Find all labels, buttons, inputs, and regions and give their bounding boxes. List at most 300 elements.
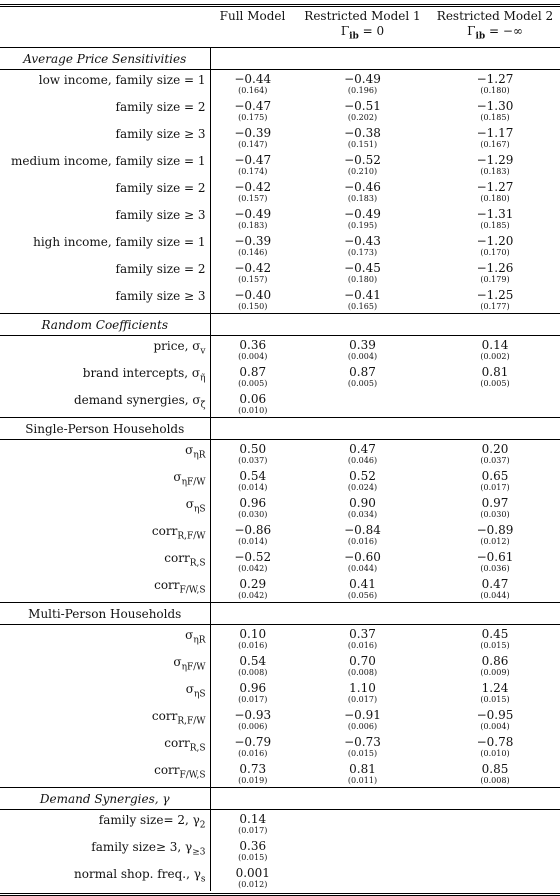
point-estimate: −1.26 bbox=[476, 261, 514, 276]
estimate-cell bbox=[295, 494, 430, 521]
standard-error: (0.179) bbox=[480, 275, 510, 285]
standard-error: (0.044) bbox=[480, 591, 510, 601]
standard-error: (0.015) bbox=[480, 641, 510, 651]
table-row bbox=[0, 336, 560, 364]
estimate-cell bbox=[430, 232, 560, 259]
row-label: brand intercepts, $\sigma_{\etã}$ bbox=[0, 363, 210, 390]
column-header-full-model: Full Model bbox=[210, 6, 295, 25]
standard-error: (0.183) bbox=[238, 221, 268, 231]
estimate-cell bbox=[210, 336, 295, 364]
standard-error: (0.202) bbox=[347, 113, 378, 123]
row-label: low income, family size = 1 bbox=[0, 70, 210, 98]
standard-error: (0.024) bbox=[347, 483, 378, 493]
point-estimate: −1.30 bbox=[476, 99, 514, 114]
table-row bbox=[0, 679, 560, 706]
point-estimate: −0.93 bbox=[234, 708, 272, 723]
row-label: family size≥ 3, $\gamma_{\ge 3}$ bbox=[0, 837, 210, 864]
estimate-cell bbox=[430, 837, 560, 864]
point-estimate: −0.89 bbox=[476, 523, 514, 538]
estimate-cell bbox=[295, 521, 430, 548]
estimate-cell bbox=[430, 679, 560, 706]
table-bottom-rule bbox=[0, 891, 560, 895]
estimate-cell bbox=[210, 548, 295, 575]
table-row bbox=[0, 760, 560, 788]
point-estimate: −0.49 bbox=[234, 207, 272, 222]
point-estimate: −0.52 bbox=[234, 550, 272, 565]
section-title: Single-Person Households bbox=[0, 418, 210, 440]
standard-error: (0.044) bbox=[347, 564, 378, 574]
estimate-cell bbox=[430, 286, 560, 314]
table-row bbox=[0, 837, 560, 864]
standard-error: (0.002) bbox=[480, 352, 510, 362]
point-estimate: −0.42 bbox=[234, 261, 272, 276]
point-estimate: −0.86 bbox=[234, 523, 272, 538]
standard-error: (0.151) bbox=[347, 140, 378, 150]
section-title: Random Coefficients bbox=[0, 314, 210, 336]
table-row bbox=[0, 521, 560, 548]
row-label: corr$_{F/W,S}$ bbox=[0, 575, 210, 603]
estimate-cell bbox=[430, 652, 560, 679]
standard-error: (0.165) bbox=[347, 302, 378, 312]
estimate-cell bbox=[295, 652, 430, 679]
row-label: medium income, family size = 1 bbox=[0, 151, 210, 178]
row-label: $\sigma_{\eta S}$ bbox=[0, 494, 210, 521]
row-label: corr$_{F/W,S}$ bbox=[0, 760, 210, 788]
point-estimate: −0.41 bbox=[344, 288, 381, 303]
subheader-restricted-1: $\Gamma_{ib} = 0$ bbox=[340, 24, 385, 42]
estimate-cell bbox=[430, 467, 560, 494]
estimate-cell bbox=[295, 679, 430, 706]
point-estimate: 0.97 bbox=[481, 496, 509, 511]
standard-error: (0.042) bbox=[238, 564, 268, 574]
estimate-cell bbox=[295, 733, 430, 760]
estimate-cell bbox=[295, 70, 430, 98]
row-label: family size ≥ 3 bbox=[0, 286, 210, 314]
standard-error: (0.170) bbox=[480, 248, 510, 258]
standard-error: (0.006) bbox=[238, 722, 268, 732]
standard-error: (0.004) bbox=[347, 352, 378, 362]
standard-error: (0.210) bbox=[347, 167, 378, 177]
standard-error: (0.173) bbox=[347, 248, 378, 258]
point-estimate: 0.87 bbox=[239, 365, 267, 380]
standard-error: (0.012) bbox=[480, 537, 510, 547]
estimate-cell bbox=[295, 440, 430, 468]
estimate-cell bbox=[295, 124, 430, 151]
standard-error: (0.180) bbox=[347, 275, 378, 285]
point-estimate: 0.96 bbox=[239, 681, 267, 696]
estimate-cell bbox=[430, 390, 560, 418]
point-estimate: 0.36 bbox=[239, 839, 267, 854]
estimate-cell bbox=[295, 837, 430, 864]
standard-error: (0.008) bbox=[347, 668, 378, 678]
standard-error: (0.009) bbox=[480, 668, 510, 678]
point-estimate: 0.54 bbox=[239, 469, 267, 484]
standard-error: (0.175) bbox=[238, 113, 268, 123]
estimate-cell bbox=[430, 625, 560, 653]
row-label: demand synergies, $\sigma_{\zetã}$ bbox=[0, 390, 210, 418]
standard-error: (0.036) bbox=[480, 564, 510, 574]
standard-error: (0.011) bbox=[347, 776, 378, 786]
standard-error: (0.017) bbox=[480, 483, 510, 493]
point-estimate: 0.86 bbox=[481, 654, 509, 669]
subheader-full-model bbox=[210, 24, 295, 48]
table-row bbox=[0, 390, 560, 418]
estimate-cell bbox=[210, 575, 295, 603]
point-estimate: −0.49 bbox=[344, 207, 381, 222]
estimate-cell bbox=[430, 70, 560, 98]
table-row bbox=[0, 124, 560, 151]
point-estimate: 0.39 bbox=[349, 338, 376, 353]
point-estimate: −0.46 bbox=[344, 180, 381, 195]
estimate-cell bbox=[210, 390, 295, 418]
standard-error: (0.146) bbox=[238, 248, 268, 258]
point-estimate: −0.38 bbox=[344, 126, 381, 141]
point-estimate: −1.25 bbox=[476, 288, 514, 303]
estimate-cell bbox=[295, 625, 430, 653]
table-row bbox=[0, 286, 560, 314]
row-label: family size = 2 bbox=[0, 178, 210, 205]
estimate-cell bbox=[430, 336, 560, 364]
standard-error: (0.006) bbox=[347, 722, 378, 732]
estimate-cell bbox=[210, 467, 295, 494]
row-label: family size = 2 bbox=[0, 259, 210, 286]
estimates-table bbox=[0, 4, 560, 896]
row-label: corr$_{R,F/W}$ bbox=[0, 521, 210, 548]
estimate-cell bbox=[295, 97, 430, 124]
table-row bbox=[0, 205, 560, 232]
estimate-cell bbox=[210, 494, 295, 521]
point-estimate: −1.29 bbox=[476, 153, 514, 168]
estimate-cell bbox=[430, 178, 560, 205]
point-estimate: −0.43 bbox=[344, 234, 381, 249]
point-estimate: 0.73 bbox=[239, 762, 267, 777]
estimate-cell bbox=[430, 440, 560, 468]
point-estimate: 0.70 bbox=[349, 654, 376, 669]
estimate-cell bbox=[295, 467, 430, 494]
table-row bbox=[0, 706, 560, 733]
estimate-cell bbox=[295, 548, 430, 575]
table-row bbox=[0, 232, 560, 259]
estimate-cell bbox=[430, 521, 560, 548]
estimate-cell bbox=[430, 494, 560, 521]
table-row bbox=[0, 864, 560, 891]
estimate-cell bbox=[295, 232, 430, 259]
point-estimate: −0.84 bbox=[344, 523, 381, 538]
point-estimate: −0.78 bbox=[476, 735, 514, 750]
standard-error: (0.042) bbox=[238, 591, 268, 601]
point-estimate: −0.47 bbox=[234, 153, 272, 168]
standard-error: (0.019) bbox=[238, 776, 268, 786]
estimate-cell bbox=[210, 232, 295, 259]
estimate-cell bbox=[210, 151, 295, 178]
estimate-cell bbox=[430, 864, 560, 891]
table-body bbox=[0, 48, 560, 895]
row-label: family size= 2, $\gamma_2$ bbox=[0, 810, 210, 838]
standard-error: (0.004) bbox=[238, 352, 268, 362]
table-row bbox=[0, 625, 560, 653]
point-estimate: 0.90 bbox=[349, 496, 376, 511]
estimate-cell bbox=[210, 205, 295, 232]
estimate-cell bbox=[430, 124, 560, 151]
point-estimate: −1.27 bbox=[476, 180, 514, 195]
point-estimate: 0.001 bbox=[235, 866, 270, 881]
row-label: family size = 2 bbox=[0, 97, 210, 124]
estimate-cell bbox=[210, 286, 295, 314]
estimate-cell bbox=[295, 151, 430, 178]
point-estimate: 0.29 bbox=[239, 577, 267, 592]
estimate-cell bbox=[430, 259, 560, 286]
point-estimate: −1.31 bbox=[476, 207, 514, 222]
standard-error: (0.177) bbox=[480, 302, 510, 312]
estimate-cell bbox=[295, 575, 430, 603]
standard-error: (0.012) bbox=[238, 880, 268, 890]
row-label: family size ≥ 3 bbox=[0, 124, 210, 151]
standard-error: (0.030) bbox=[238, 510, 268, 520]
standard-error: (0.147) bbox=[238, 140, 268, 150]
estimate-cell bbox=[295, 864, 430, 891]
standard-error: (0.164) bbox=[238, 86, 268, 96]
estimate-cell bbox=[295, 810, 430, 838]
row-label: corr$_{R,S}$ bbox=[0, 548, 210, 575]
standard-error: (0.016) bbox=[347, 537, 378, 547]
section-header bbox=[0, 418, 560, 440]
section-header bbox=[0, 603, 560, 625]
standard-error: (0.017) bbox=[347, 695, 378, 705]
table-row bbox=[0, 363, 560, 390]
point-estimate: 0.96 bbox=[239, 496, 267, 511]
standard-error: (0.015) bbox=[480, 695, 510, 705]
estimate-cell bbox=[295, 706, 430, 733]
estimate-cell bbox=[430, 575, 560, 603]
column-header-restricted-1: Restricted Model 1 bbox=[295, 6, 430, 25]
point-estimate: −0.51 bbox=[344, 99, 381, 114]
standard-error: (0.015) bbox=[238, 853, 268, 863]
estimate-cell bbox=[210, 837, 295, 864]
point-estimate: 0.10 bbox=[239, 627, 267, 642]
standard-error: (0.008) bbox=[480, 776, 510, 786]
standard-error: (0.157) bbox=[238, 275, 268, 285]
estimate-cell bbox=[210, 733, 295, 760]
estimate-cell bbox=[210, 440, 295, 468]
estimate-cell bbox=[295, 363, 430, 390]
point-estimate: −0.40 bbox=[234, 288, 272, 303]
estimate-cell bbox=[295, 286, 430, 314]
table-row bbox=[0, 440, 560, 468]
standard-error: (0.174) bbox=[238, 167, 268, 177]
standard-error: (0.010) bbox=[480, 749, 510, 759]
point-estimate: 0.45 bbox=[481, 627, 509, 642]
estimate-cell bbox=[295, 259, 430, 286]
row-label: $\sigma_{\eta R}$ bbox=[0, 625, 210, 653]
point-estimate: 1.10 bbox=[349, 681, 376, 696]
row-label: $\sigma_{\eta F/W}$ bbox=[0, 467, 210, 494]
table-row bbox=[0, 810, 560, 838]
standard-error: (0.004) bbox=[480, 722, 510, 732]
estimate-cell bbox=[430, 151, 560, 178]
point-estimate: 0.65 bbox=[481, 469, 509, 484]
estimate-cell bbox=[210, 124, 295, 151]
estimate-cell bbox=[210, 97, 295, 124]
table-row bbox=[0, 97, 560, 124]
standard-error: (0.196) bbox=[347, 86, 378, 96]
standard-error: (0.180) bbox=[480, 86, 510, 96]
point-estimate: 0.81 bbox=[481, 365, 509, 380]
estimate-cell bbox=[295, 760, 430, 788]
standard-error: (0.030) bbox=[480, 510, 510, 520]
point-estimate: −1.27 bbox=[476, 72, 514, 87]
section-title: Average Price Sensitivities bbox=[0, 48, 210, 70]
point-estimate: −0.44 bbox=[234, 72, 272, 87]
point-estimate: −0.52 bbox=[344, 153, 381, 168]
standard-error: (0.034) bbox=[347, 510, 378, 520]
point-estimate: −0.49 bbox=[344, 72, 381, 87]
standard-error: (0.195) bbox=[347, 221, 378, 231]
table-row bbox=[0, 151, 560, 178]
estimate-cell bbox=[210, 864, 295, 891]
table-row bbox=[0, 494, 560, 521]
standard-error: (0.185) bbox=[480, 221, 510, 231]
estimate-cell bbox=[295, 336, 430, 364]
point-estimate: −0.39 bbox=[234, 126, 272, 141]
estimate-cell bbox=[210, 679, 295, 706]
point-estimate: −0.42 bbox=[234, 180, 272, 195]
point-estimate: 0.47 bbox=[349, 442, 376, 457]
point-estimate: 0.06 bbox=[239, 392, 267, 407]
standard-error: (0.016) bbox=[347, 641, 378, 651]
row-label: normal shop. freq., $\gamma_s$ bbox=[0, 864, 210, 891]
standard-error: (0.005) bbox=[480, 379, 510, 389]
column-header-restricted-2: Restricted Model 2 bbox=[430, 6, 560, 25]
point-estimate: −0.47 bbox=[234, 99, 272, 114]
standard-error: (0.157) bbox=[238, 194, 268, 204]
standard-error: (0.046) bbox=[347, 456, 378, 466]
standard-error: (0.008) bbox=[238, 668, 268, 678]
estimate-cell bbox=[430, 706, 560, 733]
standard-error: (0.185) bbox=[480, 113, 510, 123]
row-label: high income, family size = 1 bbox=[0, 232, 210, 259]
row-label: $\sigma_{\eta R}$ bbox=[0, 440, 210, 468]
table-row bbox=[0, 548, 560, 575]
estimate-cell bbox=[210, 706, 295, 733]
standard-error: (0.037) bbox=[238, 456, 268, 466]
estimate-cell bbox=[210, 521, 295, 548]
point-estimate: −0.45 bbox=[344, 261, 381, 276]
standard-error: (0.015) bbox=[347, 749, 378, 759]
row-label: corr$_{R,F/W}$ bbox=[0, 706, 210, 733]
point-estimate: 0.37 bbox=[349, 627, 376, 642]
subheader-restricted-2: $\Gamma_{ib}$ = −∞ bbox=[467, 24, 523, 42]
estimate-cell bbox=[210, 70, 295, 98]
estimate-cell bbox=[210, 760, 295, 788]
row-label: family size ≥ 3 bbox=[0, 205, 210, 232]
point-estimate: −0.73 bbox=[344, 735, 381, 750]
table-row bbox=[0, 178, 560, 205]
row-label: $\sigma_{\eta S}$ bbox=[0, 679, 210, 706]
point-estimate: −0.61 bbox=[476, 550, 514, 565]
point-estimate: −1.20 bbox=[476, 234, 514, 249]
standard-error: (0.014) bbox=[238, 537, 268, 547]
point-estimate: 0.41 bbox=[349, 577, 376, 592]
row-label: corr$_{R,S}$ bbox=[0, 733, 210, 760]
point-estimate: −0.60 bbox=[344, 550, 381, 565]
standard-error: (0.167) bbox=[480, 140, 510, 150]
estimate-cell bbox=[430, 548, 560, 575]
point-estimate: 0.81 bbox=[349, 762, 376, 777]
standard-error: (0.016) bbox=[238, 641, 268, 651]
estimate-cell bbox=[210, 810, 295, 838]
estimate-cell bbox=[295, 390, 430, 418]
point-estimate: −0.79 bbox=[234, 735, 272, 750]
point-estimate: −0.39 bbox=[234, 234, 272, 249]
point-estimate: 0.14 bbox=[239, 812, 267, 827]
point-estimate: 0.36 bbox=[239, 338, 267, 353]
corner-cell bbox=[0, 6, 210, 25]
standard-error: (0.037) bbox=[480, 456, 510, 466]
point-estimate: 0.20 bbox=[481, 442, 509, 457]
standard-error: (0.017) bbox=[238, 826, 268, 836]
row-label: price, $\sigma_v$ bbox=[0, 336, 210, 364]
standard-error: (0.183) bbox=[347, 194, 378, 204]
standard-error: (0.005) bbox=[347, 379, 378, 389]
point-estimate: −1.17 bbox=[476, 126, 514, 141]
standard-error: (0.056) bbox=[347, 591, 378, 601]
estimate-cell bbox=[430, 205, 560, 232]
section-title: Multi-Person Households bbox=[0, 603, 210, 625]
point-estimate: 0.54 bbox=[239, 654, 267, 669]
standard-error: (0.014) bbox=[238, 483, 268, 493]
section-header bbox=[0, 788, 560, 810]
point-estimate: 0.14 bbox=[481, 338, 509, 353]
standard-error: (0.150) bbox=[238, 302, 268, 312]
estimate-cell bbox=[430, 760, 560, 788]
standard-error: (0.010) bbox=[238, 406, 268, 416]
point-estimate: 0.85 bbox=[481, 762, 509, 777]
estimate-cell bbox=[295, 205, 430, 232]
table-row bbox=[0, 575, 560, 603]
standard-error: (0.017) bbox=[238, 695, 268, 705]
estimate-cell bbox=[295, 178, 430, 205]
point-estimate: −0.95 bbox=[476, 708, 514, 723]
estimate-cell bbox=[210, 625, 295, 653]
table-row bbox=[0, 467, 560, 494]
point-estimate: 1.24 bbox=[481, 681, 509, 696]
standard-error: (0.005) bbox=[238, 379, 268, 389]
standard-error: (0.183) bbox=[480, 167, 510, 177]
estimate-cell bbox=[430, 363, 560, 390]
standard-error: (0.180) bbox=[480, 194, 510, 204]
point-estimate: −0.91 bbox=[344, 708, 381, 723]
estimate-cell bbox=[210, 363, 295, 390]
row-label: $\sigma_{\eta F/W}$ bbox=[0, 652, 210, 679]
section-title: Demand Synergies, γ bbox=[0, 788, 210, 810]
point-estimate: 0.50 bbox=[239, 442, 267, 457]
point-estimate: 0.87 bbox=[349, 365, 376, 380]
estimate-cell bbox=[210, 259, 295, 286]
section-header bbox=[0, 314, 560, 336]
table-row bbox=[0, 733, 560, 760]
table-row bbox=[0, 70, 560, 98]
table-row bbox=[0, 259, 560, 286]
estimate-cell bbox=[210, 178, 295, 205]
estimate-cell bbox=[210, 652, 295, 679]
estimate-cell bbox=[430, 810, 560, 838]
estimate-cell bbox=[430, 97, 560, 124]
table-row bbox=[0, 652, 560, 679]
point-estimate: 0.47 bbox=[481, 577, 509, 592]
standard-error: (0.016) bbox=[238, 749, 268, 759]
section-header bbox=[0, 48, 560, 70]
estimate-cell bbox=[430, 733, 560, 760]
